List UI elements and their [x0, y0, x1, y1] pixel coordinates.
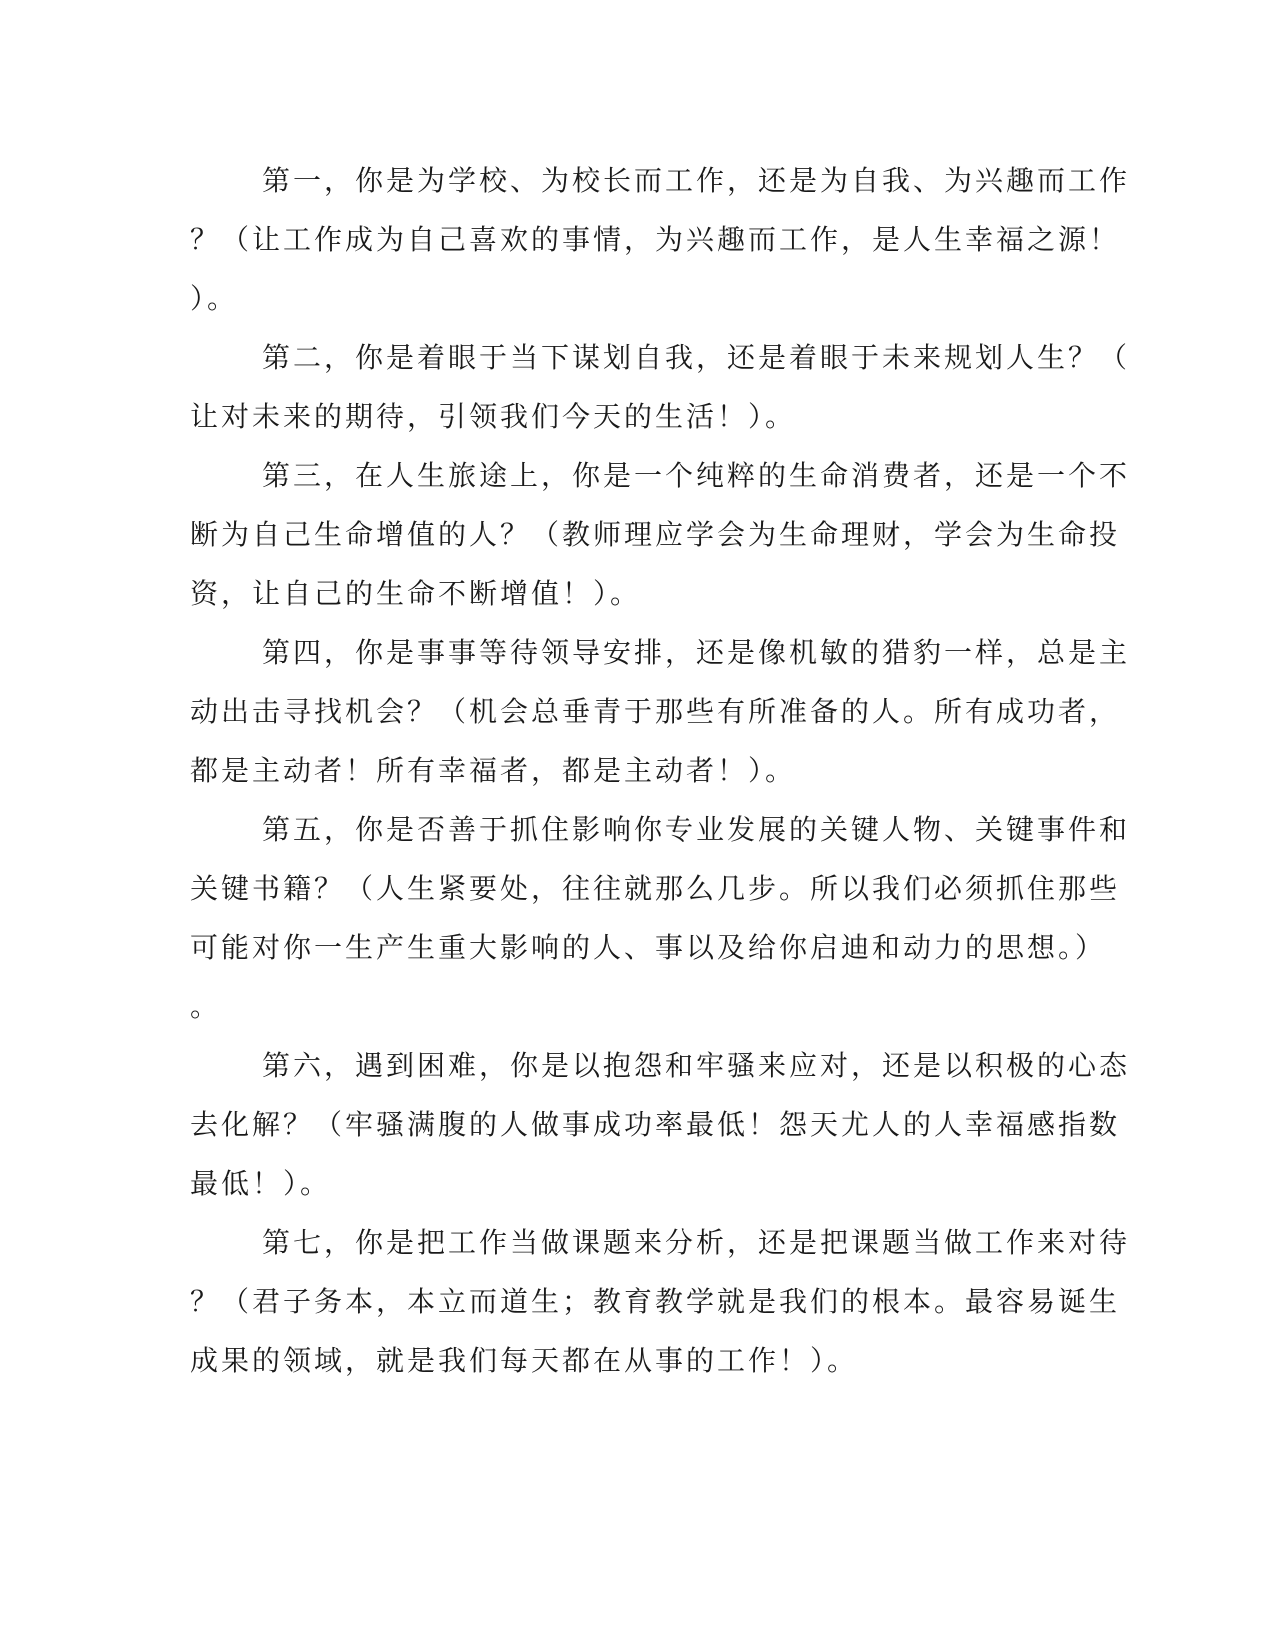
paragraph-4-line-1: 第四，你是事事等待领导安排，还是像机敏的猎豹一样，总是主 [262, 636, 1131, 669]
paragraph-7-line-3: 成果的领域，就是我们每天都在从事的工作！）。 [190, 1344, 859, 1377]
paragraph-5-line-3: 可能对你一生产生重大影响的人、事以及给你启迪和动力的思想。） [190, 931, 1107, 964]
paragraph-5-line-1: 第五，你是否善于抓住影响你专业发展的关键人物、关键事件和 [262, 813, 1131, 846]
paragraph-6-line-2: 去化解？（牢骚满腹的人做事成功率最低！怨天尤人的人幸福感指数 [190, 1108, 1121, 1141]
paragraph-6-line-1: 第六，遇到困难，你是以抱怨和牢骚来应对，还是以积极的心态 [262, 1049, 1131, 1082]
paragraph-3-line-1: 第三，在人生旅途上，你是一个纯粹的生命消费者，还是一个不 [262, 459, 1131, 492]
paragraph-3-line-2: 断为自己生命增值的人？（教师理应学会为生命理财，学会为生命投 [190, 518, 1121, 551]
paragraph-4-line-2: 动出击寻找机会？（机会总垂青于那些有所准备的人。所有成功者， [190, 695, 1121, 728]
paragraph-7-line-2: ？（君子务本，本立而道生；教育教学就是我们的根本。最容易诞生 [190, 1285, 1121, 1318]
paragraph-2-line-1: 第二，你是着眼于当下谋划自我，还是着眼于未来规划人生？（ [262, 341, 1131, 374]
paragraph-2-line-2: 让对未来的期待，引领我们今天的生活！）。 [190, 400, 797, 433]
paragraph-4-line-3: 都是主动者！所有幸福者，都是主动者！）。 [190, 754, 797, 787]
paragraph-1-line-2: ？（让工作成为自己喜欢的事情，为兴趣而工作，是人生幸福之源！ [190, 223, 1121, 256]
paragraph-3-line-3: 资，让自己的生命不断增值！）。 [190, 577, 642, 610]
paragraph-1-line-1: 第一，你是为学校、为校长而工作，还是为自我、为兴趣而工作 [262, 164, 1131, 197]
paragraph-6-line-3: 最低！）。 [190, 1167, 332, 1200]
paragraph-1-line-3: ）。 [190, 282, 239, 315]
paragraph-5-line-2: 关键书籍？（人生紧要处，往往就那么几步。所以我们必须抓住那些 [190, 872, 1121, 905]
paragraph-5-line-4: 。 [190, 990, 222, 1023]
paragraph-7-line-1: 第七，你是把工作当做课题来分析，还是把课题当做工作来对待 [262, 1226, 1131, 1259]
